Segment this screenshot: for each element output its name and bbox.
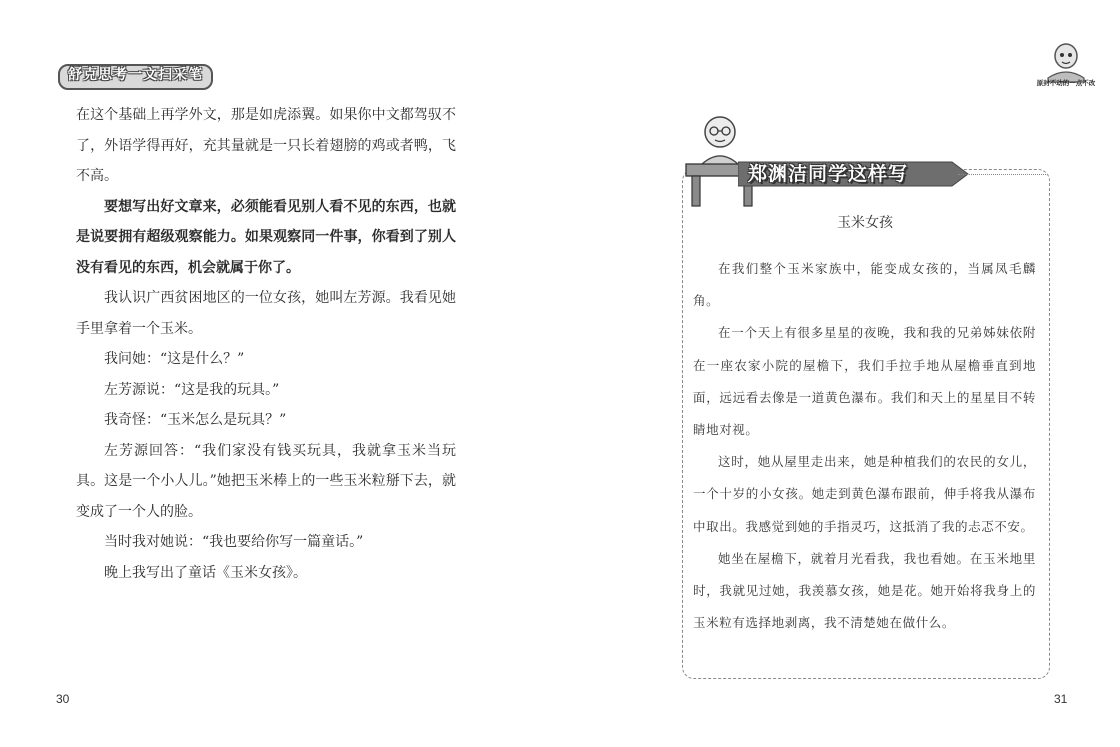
left-body-text	[76, 100, 456, 588]
story-paragraph: 她坐在屋檐下，就着月光看我，我也看她。在玉米地里时，我就见过她，我羡慕女孩，她是花。她开始将我身上的玉米粒有选择地剥离，我不清楚她在做什么。	[693, 550, 1036, 631]
page-number: 30	[56, 692, 70, 706]
paragraph: 当时我对她说：“我也要给你写一篇童话。”	[104, 534, 364, 550]
paragraph: 我认识广西贫困地区的一位女孩，她叫左芳源。我看见她手里拿着一个玉米。	[76, 290, 456, 337]
page-number: 31	[1054, 692, 1068, 706]
right-page	[560, 0, 1120, 747]
paragraph: 我问她：“这是什么？”	[104, 351, 245, 367]
header-logo: 舒克思考一文扫采笔	[58, 64, 213, 90]
paragraph-bold: 要想写出好文章来，必须能看见别人看不见的东西，也就是说要拥有超级观察能力。如果观察同一件事，你看到了别人没有看见的东西，机会就属于你了。	[76, 198, 456, 276]
story-paragraph: 这时，她从屋里走出来，她是种植我们的农民的女儿，一个十岁的小女孩。她走到黄色瀑布跟前，伸手将我从瀑布中取出。我感觉到她的手指灵巧，这抵消了我的忐忑不安。	[693, 454, 1036, 534]
paragraph: 在这个基础上再学外文，那是如虎添翼。如果你中文都驾驭不了，外语学得再好，充其量就是一只长着翅膀的鸡或者鸭，飞不高。	[76, 107, 456, 184]
story-paragraph: 在一个天上有很多星星的夜晚，我和我的兄弟姊妹依附在一座农家小院的屋檐下，我们手拉手地从屋檐垂直到地面，远远看去像是一道黄色瀑布。我们和天上的星星目不转睛地对视。	[693, 325, 1036, 438]
corner-label: 原封不动的一点不改	[1036, 79, 1096, 87]
story-text	[693, 253, 1036, 639]
banner-divider	[958, 174, 1046, 175]
paragraph: 晚上我写出了童话《玉米女孩》。	[104, 564, 307, 581]
paragraph: 左芳源说：“这是我的玩具。”	[104, 381, 280, 398]
story-title: 玉米女孩	[837, 215, 893, 231]
paragraph: 我奇怪：“玉米怎么是玩具？”	[104, 412, 287, 428]
story-paragraph: 在我们整个玉米家族中，能变成女孩的，当属凤毛麟角。	[693, 261, 1036, 309]
section-title: 郑渊洁同学这样写	[748, 163, 909, 185]
paragraph: 左芳源回答：“我们家没有钱买玩具，我就拿玉米当玩具。这是一个小人儿。”她把玉米棒上的一些玉米粒掰下去，就变成了一个人的脸。	[76, 442, 456, 520]
